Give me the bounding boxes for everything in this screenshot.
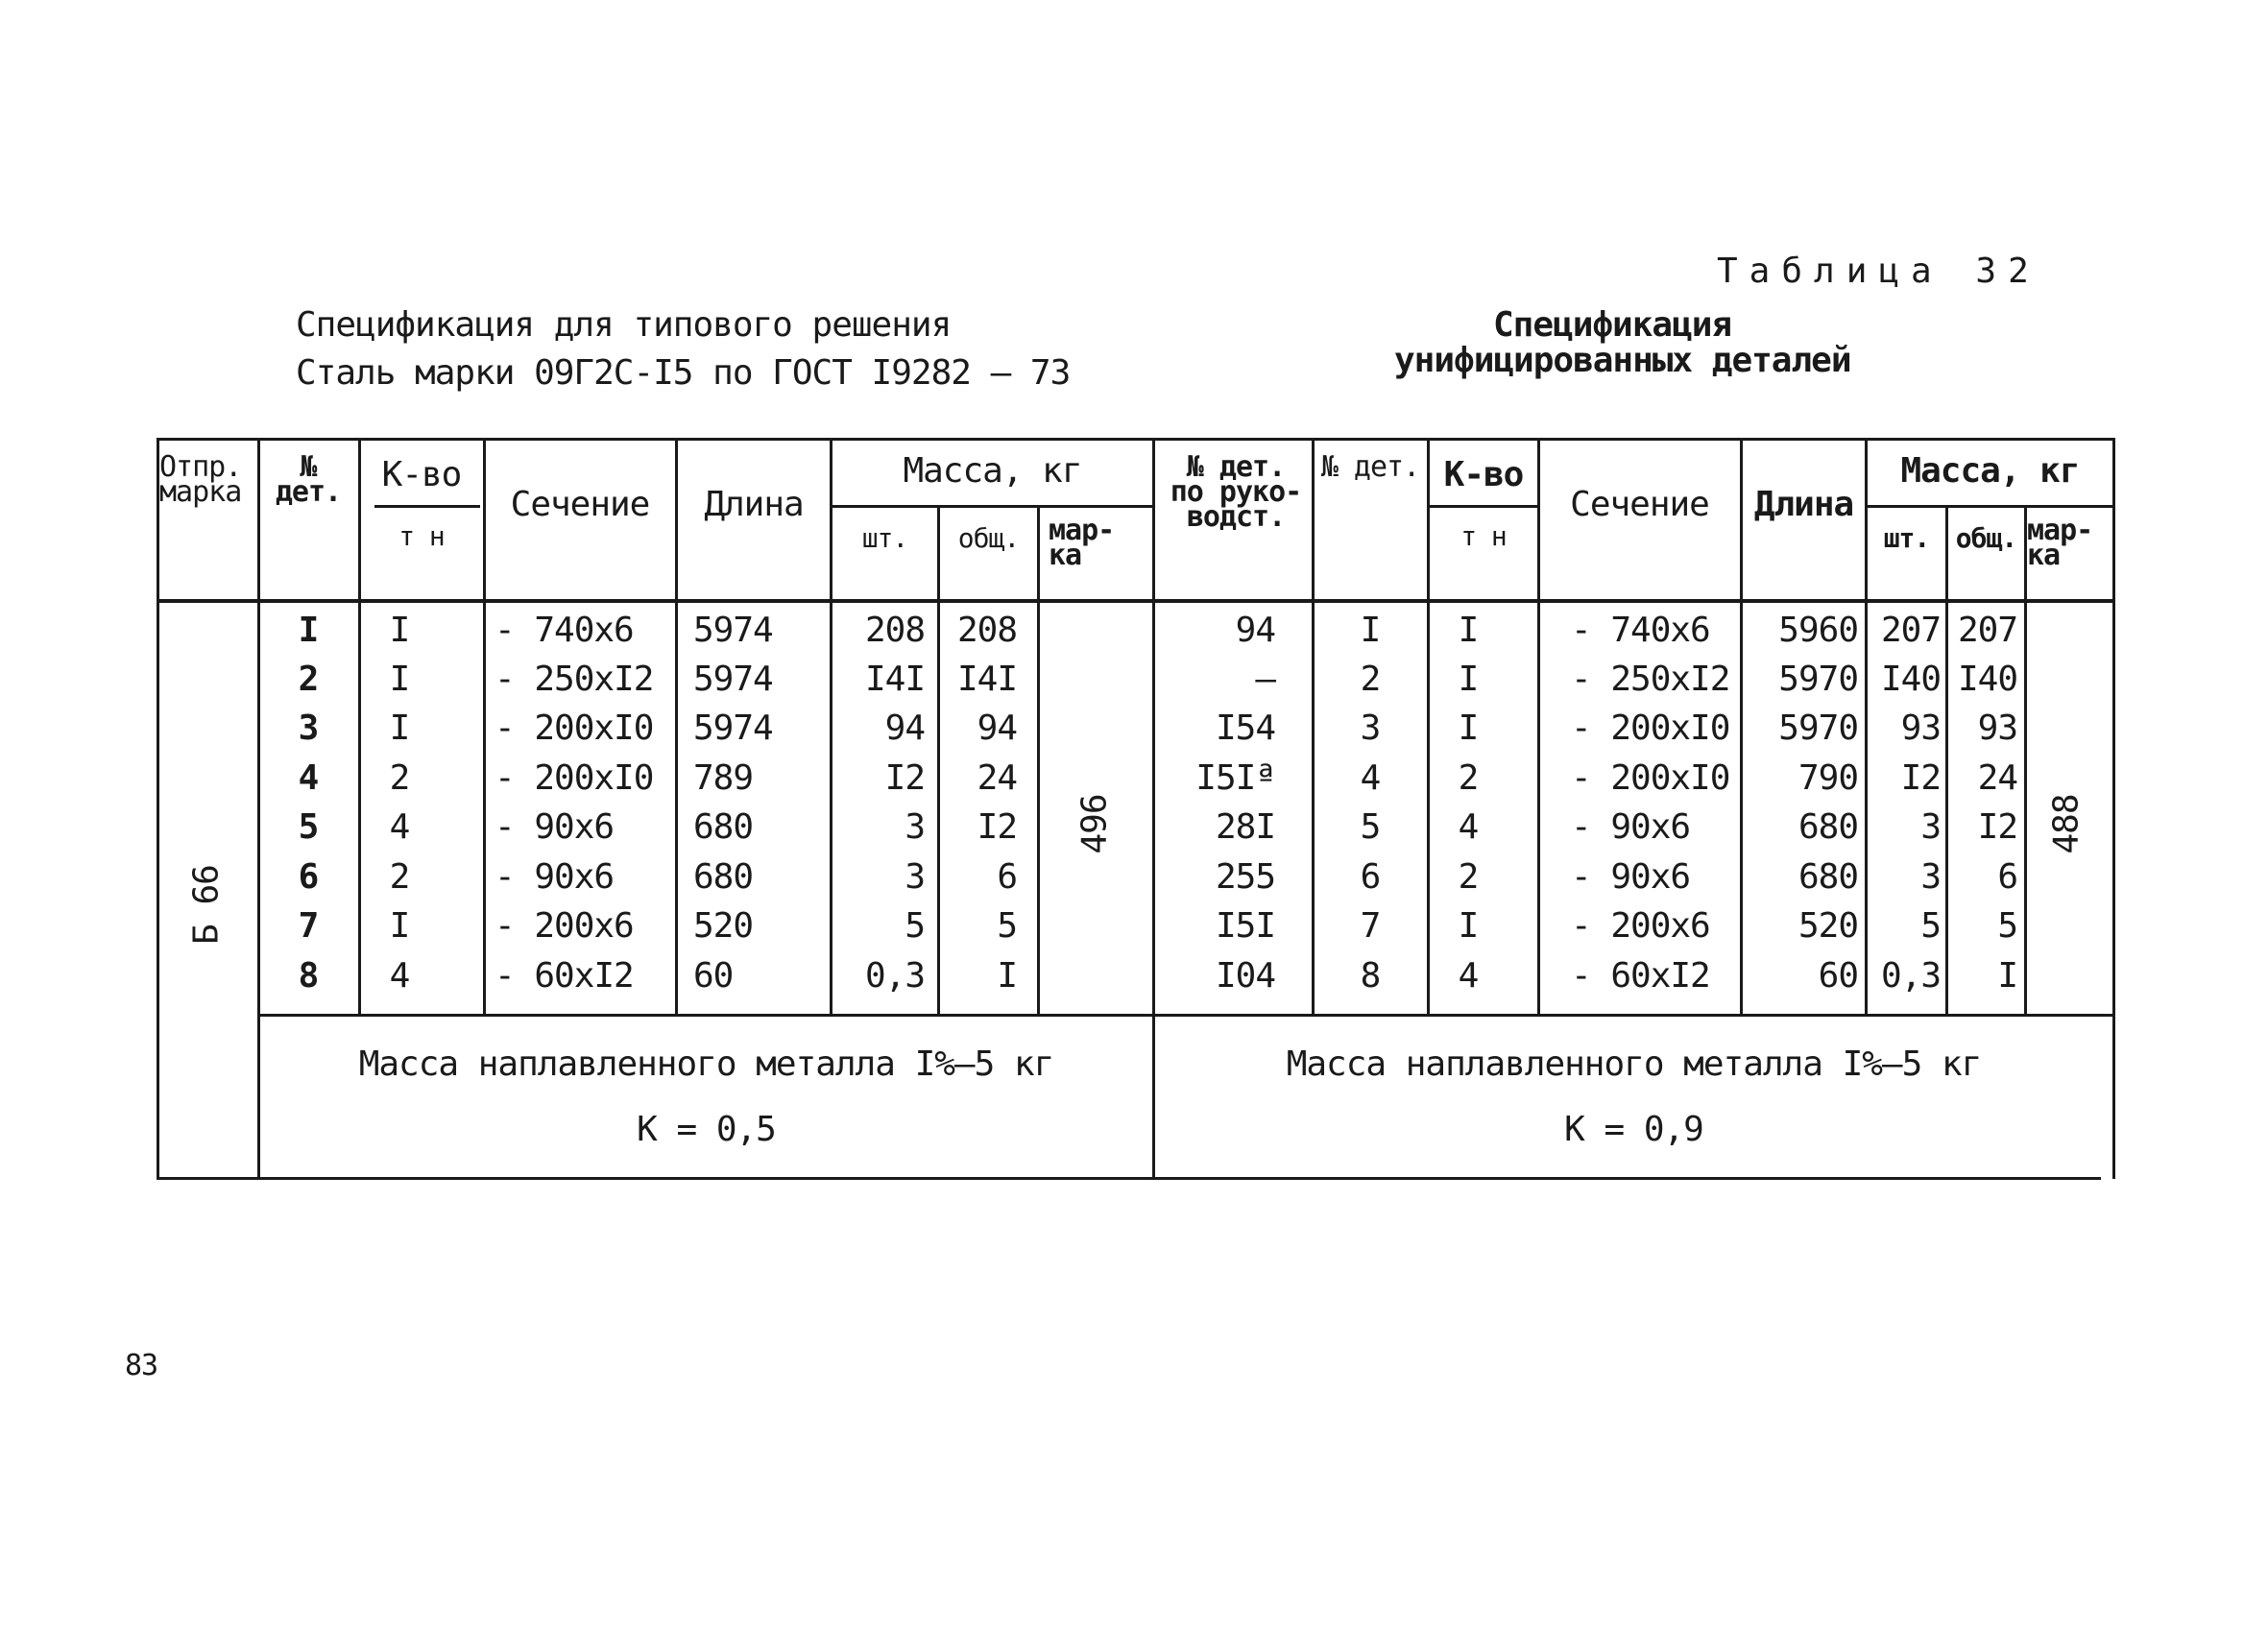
cell-det: 6 — [298, 857, 319, 897]
cell-kvo: I — [389, 611, 410, 650]
cell-det: 7 — [298, 906, 319, 946]
header-sht: шт. — [861, 522, 908, 554]
cell-sechenie: - 200хI0 — [495, 708, 654, 748]
header-dlina-right: Длина — [1753, 485, 1854, 524]
left-footer-line1: Масса наплавленного металла I%–5 кг — [358, 1045, 1054, 1084]
right-title-line1: Спецификация — [1493, 305, 1732, 345]
cell-sht: 93 — [1900, 708, 1941, 748]
cell-dlina: 520 — [1798, 906, 1858, 946]
cell-obsh: 5 — [997, 906, 1017, 946]
cell-det: 2 — [298, 660, 319, 699]
cell-det: 8 — [1360, 956, 1381, 996]
cell-dlina: 5974 — [693, 708, 773, 748]
header-n-det-ruk: № дет. по руко- водст. — [1170, 450, 1302, 534]
cell-det: 7 — [1360, 906, 1381, 946]
otpr-marka-value: Б 66 — [186, 865, 227, 945]
cell-obsh: 93 — [1977, 708, 2017, 748]
cell-obsh: 5 — [1997, 906, 2017, 946]
cell-sht: 3 — [1920, 807, 1941, 847]
header-n-det: № дет. — [275, 450, 342, 509]
cell-det: 4 — [1360, 758, 1381, 798]
cell-obsh: 207 — [1957, 611, 2017, 650]
cell-dlina: 680 — [693, 857, 754, 897]
header-k-vo-right: К-во — [1443, 455, 1524, 494]
cell-sht: 3 — [905, 857, 925, 897]
cell-kvo: I — [1458, 611, 1479, 650]
cell-obsh: I2 — [1977, 807, 2017, 847]
cell-obsh: I — [997, 956, 1017, 996]
cell-sechenie: - 740х6 — [1571, 611, 1710, 650]
header-marka: мар- ка — [1049, 514, 1115, 572]
page-number: 83 — [125, 1349, 158, 1382]
cell-dlina: 680 — [693, 807, 754, 847]
cell-sht: 0,3 — [1880, 956, 1941, 996]
header-sechenie-right: Сечение — [1570, 485, 1709, 524]
cell-kvo: I — [389, 708, 410, 748]
cell-sht: 208 — [864, 611, 925, 650]
cell-sechenie: - 250хI2 — [495, 660, 654, 699]
cell-kvo: I — [389, 660, 410, 699]
cell-kvo: 4 — [1458, 807, 1479, 847]
cell-sechenie: - 740х6 — [495, 611, 634, 650]
header-massa-right: Масса, кг — [1900, 451, 2080, 491]
cell-ruk: I04 — [1215, 956, 1275, 996]
cell-sechenie: - 60хI2 — [495, 956, 634, 996]
right-footer-line1: Масса наплавленного металла I%–5 кг — [1286, 1045, 1982, 1084]
cell-obsh: 24 — [1977, 758, 2017, 798]
header-t-n-right: т н — [1460, 520, 1507, 552]
cell-kvo: 2 — [389, 758, 410, 798]
cell-det: 3 — [1360, 708, 1381, 748]
cell-dlina: 790 — [1798, 758, 1858, 798]
cell-sht: I2 — [884, 758, 925, 798]
cell-det: 6 — [1360, 857, 1381, 897]
cell-kvo: 2 — [1458, 758, 1479, 798]
cell-obsh: 6 — [997, 857, 1017, 897]
cell-dlina: 5974 — [693, 660, 773, 699]
cell-sht: I2 — [1900, 758, 1941, 798]
header-dlina: Длина — [704, 485, 804, 524]
cell-dlina: 60 — [693, 956, 734, 996]
left-title-line2: Сталь марки 09Г2С-I5 по ГОСТ I9282 – 73 — [296, 353, 1071, 393]
cell-dlina: 680 — [1798, 807, 1858, 847]
header-n-det-right: № дет. — [1320, 450, 1420, 484]
cell-det: I — [1360, 611, 1381, 650]
cell-ruk: – — [1255, 660, 1275, 699]
table-label: Таблица 32 — [1717, 252, 2040, 291]
cell-sechenie: - 250хI2 — [1571, 660, 1730, 699]
cell-ruk: 94 — [1235, 611, 1275, 650]
cell-ruk: I54 — [1215, 708, 1275, 748]
header-sechenie: Сечение — [510, 485, 650, 524]
cell-dlina: 520 — [693, 906, 754, 946]
header-otpr-marka: Отпр. марка — [159, 450, 242, 509]
cell-sht: 94 — [884, 708, 925, 748]
cell-sht: 207 — [1880, 611, 1941, 650]
cell-dlina: 5960 — [1778, 611, 1858, 650]
cell-sht: 0,3 — [864, 956, 925, 996]
cell-obsh: 6 — [1997, 857, 2017, 897]
cell-sechenie: - 200хI0 — [1571, 758, 1730, 798]
cell-sht: 3 — [905, 807, 925, 847]
cell-sechenie: - 90х6 — [1571, 857, 1691, 897]
header-obshch-right: общ. — [1955, 522, 2017, 554]
cell-det: 3 — [298, 708, 319, 748]
right-title-line2: унифицированных деталей — [1394, 341, 1851, 380]
cell-sht: 5 — [905, 906, 925, 946]
cell-kvo: 2 — [1458, 857, 1479, 897]
cell-ruk: I5I — [1215, 906, 1275, 946]
right-footer-line2: К = 0,9 — [1564, 1110, 1703, 1149]
cell-dlina: 789 — [693, 758, 754, 798]
cell-sechenie: - 200хI0 — [495, 758, 654, 798]
cell-kvo: I — [1458, 906, 1479, 946]
cell-dlina: 5970 — [1778, 708, 1858, 748]
cell-obsh: I4I — [956, 660, 1017, 699]
cell-det: 5 — [298, 807, 319, 847]
left-title-line1: Спецификация для типового решения — [296, 305, 952, 345]
cell-sechenie: - 60хI2 — [1571, 956, 1710, 996]
cell-sht: I40 — [1880, 660, 1941, 699]
cell-sechenie: - 200х6 — [495, 906, 634, 946]
cell-obsh: 208 — [956, 611, 1017, 650]
cell-sechenie: - 90х6 — [495, 807, 615, 847]
cell-dlina: 5974 — [693, 611, 773, 650]
cell-obsh: I2 — [977, 807, 1017, 847]
cell-det: 5 — [1360, 807, 1381, 847]
cell-sht: 3 — [1920, 857, 1941, 897]
left-marka-total: 496 — [1074, 794, 1115, 854]
right-marka-total: 488 — [2046, 794, 2087, 854]
header-k-vo: К-во — [381, 455, 462, 494]
cell-ruk: 28I — [1215, 807, 1275, 847]
cell-obsh: I — [1997, 956, 2017, 996]
cell-dlina: 5970 — [1778, 660, 1858, 699]
cell-kvo: 2 — [389, 857, 410, 897]
cell-sht: I4I — [864, 660, 925, 699]
cell-obsh: 24 — [977, 758, 1017, 798]
header-massa: Масса, кг — [903, 451, 1082, 491]
header-obshch: общ. — [957, 522, 1020, 554]
cell-kvo: I — [1458, 660, 1479, 699]
cell-ruk: I5Iª — [1195, 758, 1275, 798]
header-marka-right: мар- ка — [2027, 514, 2093, 572]
cell-kvo: 4 — [1458, 956, 1479, 996]
cell-sechenie: - 90х6 — [1571, 807, 1691, 847]
cell-sht: 5 — [1920, 906, 1941, 946]
cell-kvo: 4 — [389, 956, 410, 996]
cell-det: 4 — [298, 758, 319, 798]
cell-obsh: I40 — [1957, 660, 2017, 699]
left-footer-line2: К = 0,5 — [637, 1110, 776, 1149]
cell-dlina: 60 — [1818, 956, 1858, 996]
header-t-n: т н — [398, 520, 445, 552]
cell-sechenie: - 90х6 — [495, 857, 615, 897]
cell-obsh: 94 — [977, 708, 1017, 748]
cell-det: I — [298, 611, 319, 650]
cell-dlina: 680 — [1798, 857, 1858, 897]
cell-sechenie: - 200хI0 — [1571, 708, 1730, 748]
cell-ruk: 255 — [1215, 857, 1275, 897]
cell-kvo: I — [389, 906, 410, 946]
cell-kvo: 4 — [389, 807, 410, 847]
cell-det: 2 — [1360, 660, 1381, 699]
cell-det: 8 — [298, 956, 319, 996]
header-sht-right: шт. — [1883, 522, 1930, 554]
cell-kvo: I — [1458, 708, 1479, 748]
cell-sechenie: - 200х6 — [1571, 906, 1710, 946]
